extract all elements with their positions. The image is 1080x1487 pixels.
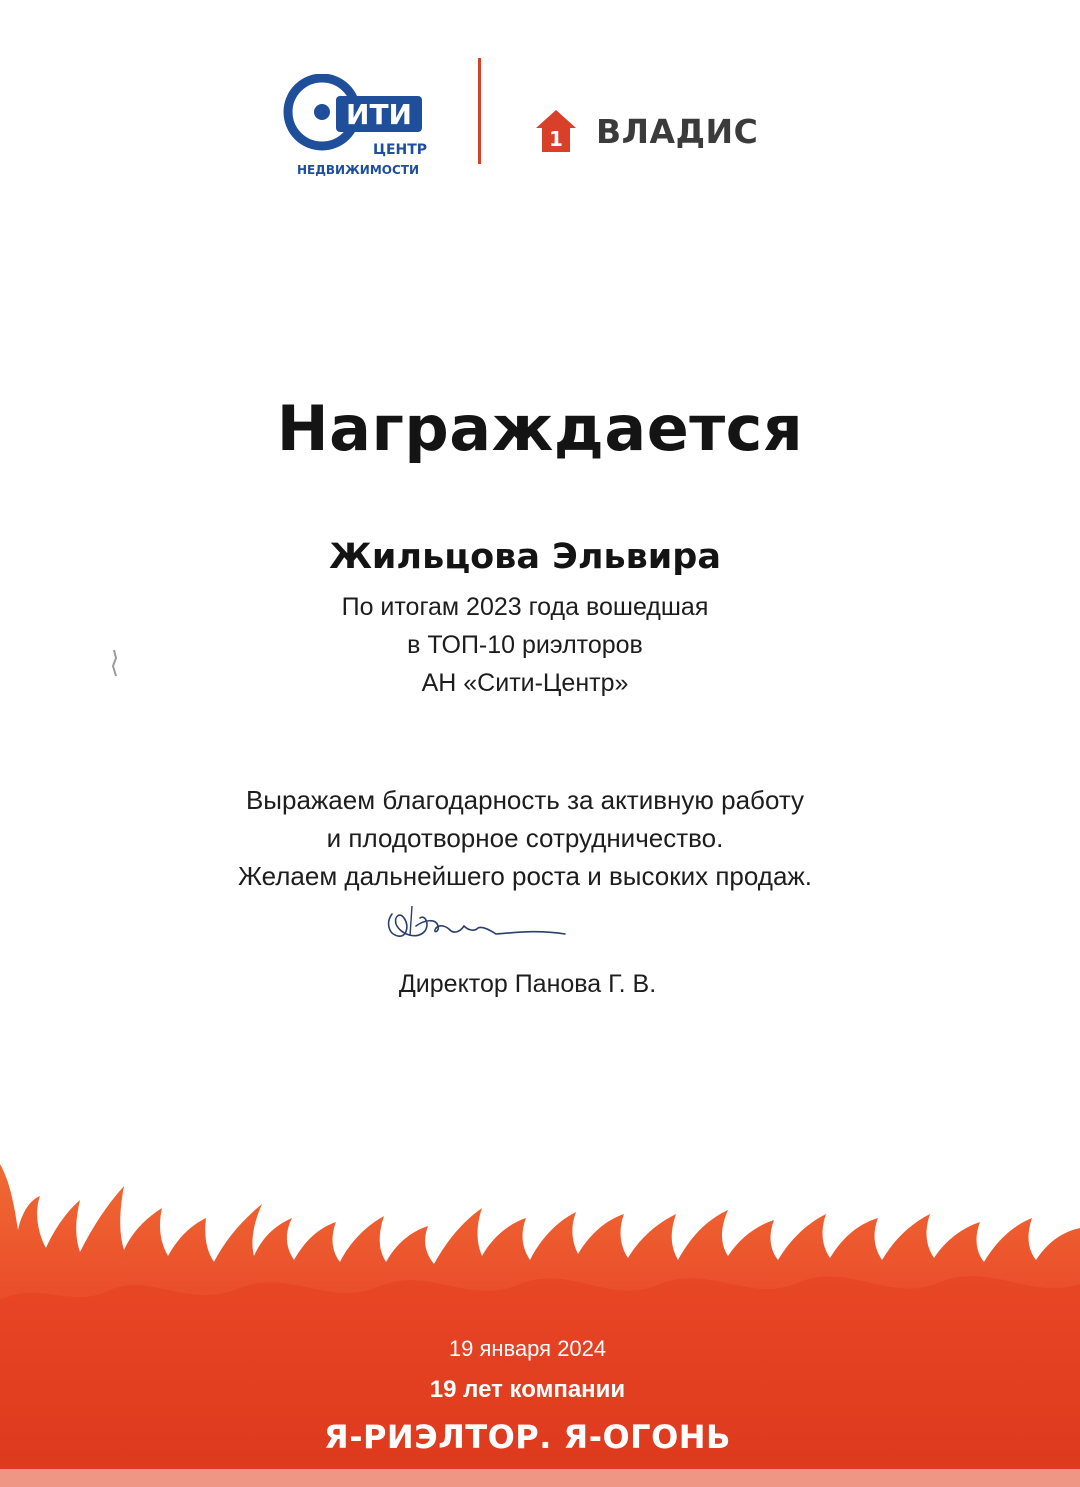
slogan-text: Я-РИЭЛТОР. Я-ОГОНЬ (324, 1418, 731, 1456)
anniversary-text: 19 лет компании (429, 1376, 626, 1403)
recipient-name: Жильцова Эльвира (329, 537, 721, 577)
reason-line: в ТОП-10 риэлторов (407, 631, 643, 659)
thanks-line: Желаем дальнейшего роста и высоких продаж. (237, 861, 813, 891)
city-logo-word: ИТИ (346, 98, 412, 131)
vladis-wordmark: ВЛАДИС (596, 111, 759, 151)
award-title: Награждается (276, 392, 804, 465)
reason-line: По итогам 2023 года вошедшая (341, 593, 709, 621)
city-logo-caption: НЕДВИЖИМОСТИ (296, 163, 420, 177)
reason-line: АН «Сити-Центр» (421, 669, 629, 697)
vladis-badge: 1 (549, 127, 563, 151)
thanks-line: и плодотворное сотрудничество. (326, 823, 724, 853)
director-line: Директор Панова Г. В. (398, 970, 657, 998)
thanks-line: Выражаем благодарность за активную работу (245, 785, 805, 815)
city-logo-sub: ЦЕНТР (372, 142, 428, 158)
event-date: 19 января 2024 (448, 1336, 607, 1361)
